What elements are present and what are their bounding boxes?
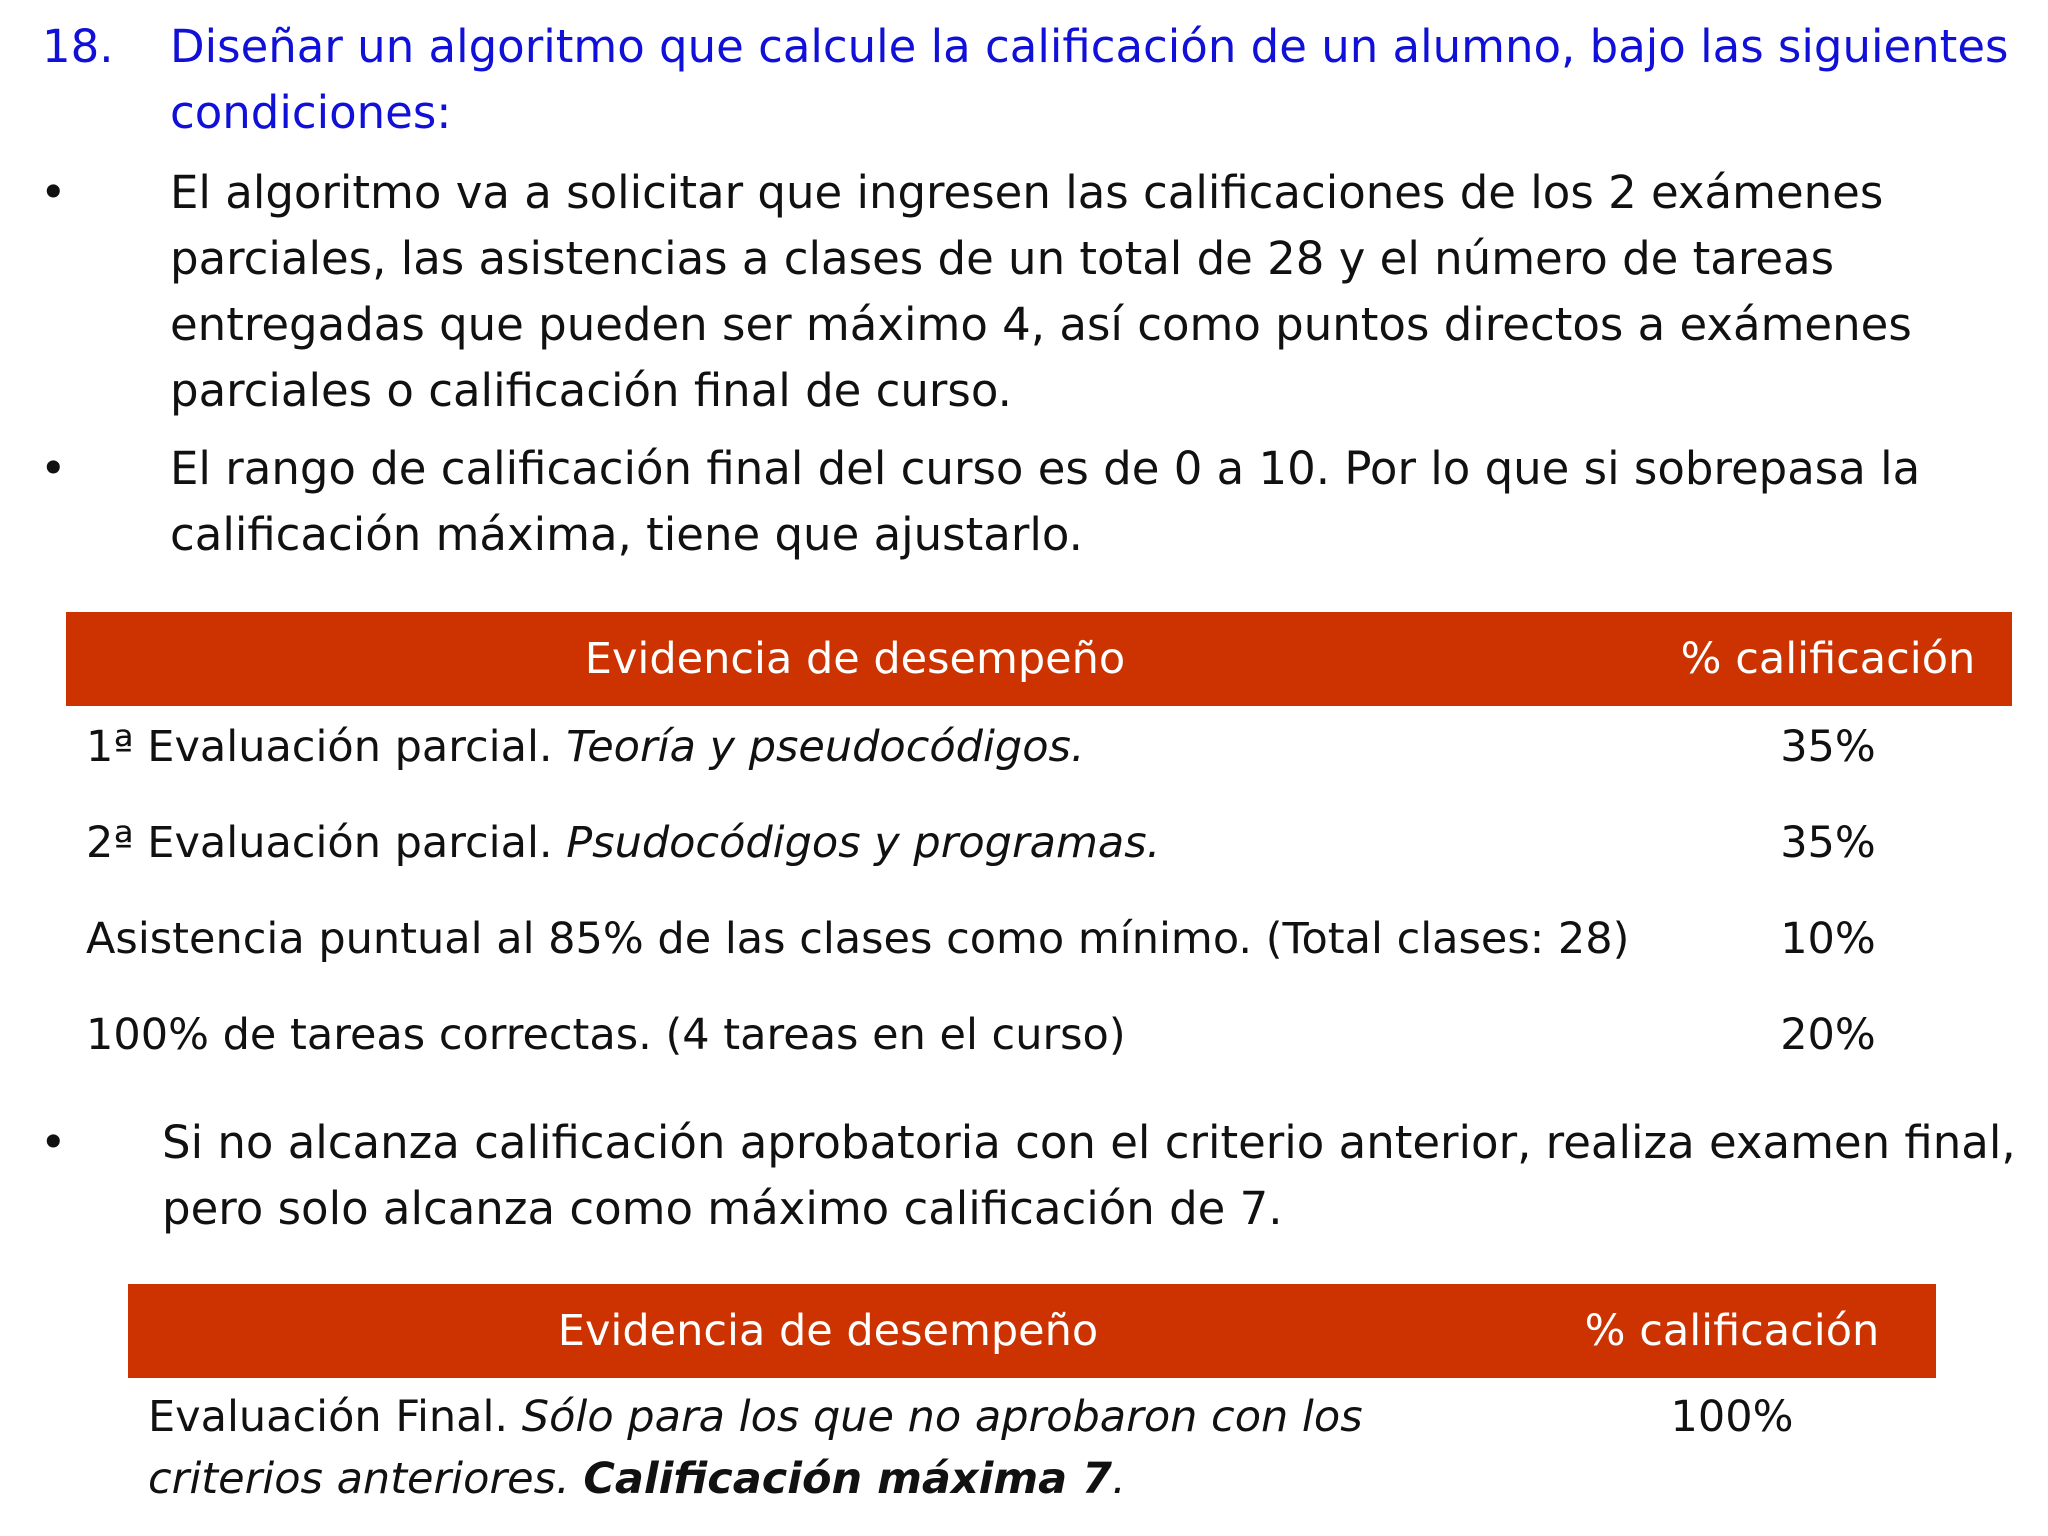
percent-cell: 35%	[1780, 818, 1876, 868]
bullet-icon: •	[40, 1116, 67, 1169]
evidence-period: .	[1112, 1454, 1126, 1504]
bullet-icon: •	[40, 442, 67, 495]
column-header-evidence: Evidencia de desempeño	[128, 1284, 1528, 1378]
evidence-label: Asistencia puntual al 85% de las clases como mínimo. (Total clases: 28)	[86, 914, 1630, 964]
bullet-text: El rango de calificación final del curso es de 0 a 10. Por lo que si sobrepasa la calificación máxima, tiene que ajustarlo.	[170, 442, 1921, 561]
evaluation-criteria-table	[66, 612, 2012, 1090]
evidence-emphasis: Calificación máxima 7	[583, 1454, 1113, 1504]
evidence-cell	[66, 898, 1644, 994]
bullet-text: El algoritmo va a solicitar que ingresen las calificaciones de los 2 exámenes parciales, las asistencias a clases de un total de 28 y el número de tareas entregadas que pueden ser máximo 4, así como puntos directos a exámenes parciales o calificación final de curso.	[170, 166, 1912, 417]
final-exam-table	[128, 1284, 1936, 1510]
table-header-row	[66, 612, 2012, 706]
percent-cell: 100%	[1670, 1392, 1794, 1442]
evidence-label: 1ª Evaluación parcial.	[86, 722, 567, 772]
table-row	[66, 898, 2012, 994]
bullet-item-range	[40, 436, 2020, 568]
evidence-label: Evaluación Final.	[148, 1392, 522, 1442]
column-header-evidence: Evidencia de desempeño	[66, 612, 1644, 706]
bullet-icon: •	[40, 166, 67, 219]
evidence-detail: Sólo para los que no aprobaron con los criterios anteriores.	[148, 1392, 1363, 1504]
table-row	[66, 706, 2012, 802]
percent-cell: 10%	[1780, 914, 1876, 964]
evidence-cell	[128, 1378, 1528, 1510]
table-row	[128, 1378, 1936, 1510]
problem-number: 18.	[42, 20, 114, 73]
evidence-cell	[66, 706, 1644, 802]
table-header-row	[128, 1284, 1936, 1378]
percent-cell: 20%	[1780, 1010, 1876, 1060]
evidence-label: 100% de tareas correctas. (4 tareas en el curso)	[86, 1010, 1126, 1060]
evidence-detail: Teoría y pseudocódigos.	[566, 722, 1085, 772]
evidence-detail: Psudocódigos y programas.	[566, 818, 1161, 868]
table-row	[66, 802, 2012, 898]
bullet-item-final-exam	[40, 1110, 2020, 1242]
column-header-percent: % calificación	[1528, 1284, 1936, 1378]
evidence-cell	[66, 994, 1644, 1090]
table-row	[66, 994, 2012, 1090]
bullet-item-inputs	[40, 160, 2020, 424]
problem-heading	[42, 14, 2022, 146]
bullet-text: Si no alcanza calificación aprobatoria con el criterio anterior, realiza examen final, pero solo alcanza como máximo calificación de 7.	[162, 1116, 2016, 1235]
evidence-label: 2ª Evaluación parcial.	[86, 818, 567, 868]
column-header-percent: % calificación	[1644, 612, 2012, 706]
evidence-cell	[66, 802, 1644, 898]
problem-statement: Diseñar un algoritmo que calcule la calificación de un alumno, bajo las siguientes condiciones:	[170, 20, 2009, 139]
percent-cell: 35%	[1780, 722, 1876, 772]
